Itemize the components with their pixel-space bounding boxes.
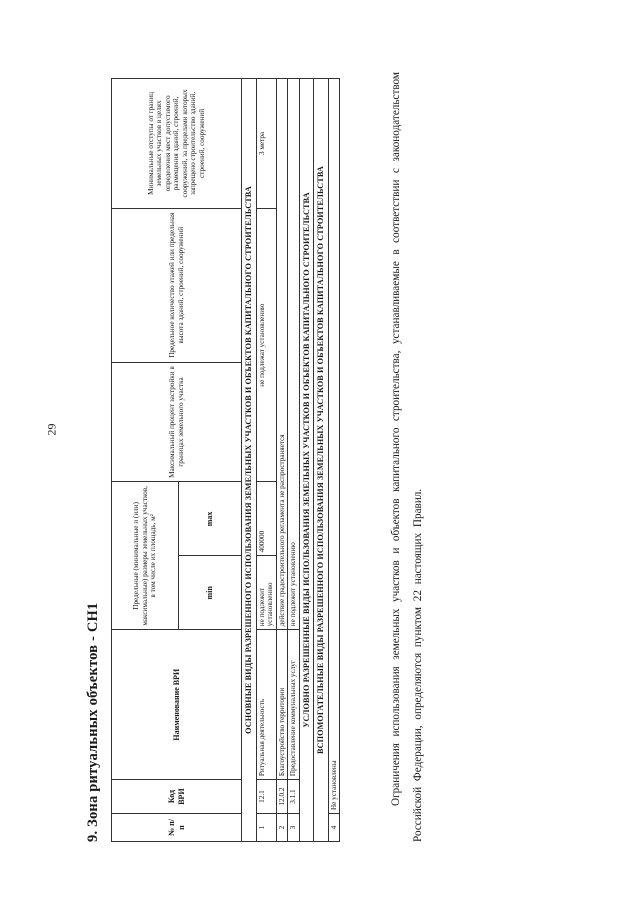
row-name: Предоставление коммунальных услуг (288, 630, 299, 780)
table-row (328, 79, 339, 842)
row-code: 12.0.2 (276, 780, 287, 814)
zoning-table (111, 78, 340, 842)
header-setback: Минимальные отступы от границ земельных участков в целях определения мест допустимого размещения зданий, строений, сооружений, за пределами которых запрещено строительство зданий, строений, сооружений (112, 79, 242, 209)
rotated-page-content (85, 62, 424, 842)
row-max: 400000 (256, 482, 276, 556)
table-row (256, 79, 276, 842)
row-percent-floors: не подлежат установлению (256, 208, 276, 482)
row-num: 3 (288, 814, 299, 842)
row-merged-value: действие градостроительного регламента не распространяется (276, 79, 287, 630)
section-conditional-heading: УСЛОВНО РАЗРЕШЕННЫЕ ВИДЫ ИСПОЛЬЗОВАНИЯ ЗЕМЕЛЬНЫХ УЧАСТКОВ И ОБЪЕКТОВ КАПИТАЛЬНОГО СТРОИТЕЛЬСТВА (299, 79, 314, 842)
row-num: 1 (256, 814, 276, 842)
header-name: Наименование ВРИ (112, 630, 242, 780)
section-main-heading: ОСНОВНЫЕ ВИДЫ РАЗРЕШЕННОГО ИСПОЛЬЗОВАНИЯ ЗЕМЕЛЬНЫХ УЧАСТКОВ И ОБЪЕКТОВ КАПИТАЛЬНОГО СТРОИТЕЛЬСТВА (242, 79, 257, 842)
note-paragraph: Ограничения использования земельных участков и объектов капитального строительства, устанавливаемые в соответствии с законодательством Российской Федерации, определяются пунктом 22 настоящих Правил. (390, 72, 424, 842)
row-text: Не установлены (328, 79, 339, 814)
row-code: 3.1.1 (288, 780, 299, 814)
row-name: Благоустройство территории (276, 630, 287, 780)
table-row (276, 79, 287, 842)
row-num: 2 (276, 814, 287, 842)
section-auxiliary-heading: ВСПОМОГАТЕЛЬНЫЕ ВИДЫ РАЗРЕШЕННОГО ИСПОЛЬЗОВАНИЯ ЗЕМЕЛЬНЫХ УЧАСТКОВ И ОБЪЕКТОВ КАПИТАЛЬНОГО СТРОИТЕЛЬСТВА (314, 79, 329, 842)
restrictions-note (385, 72, 429, 842)
header-max: max (179, 482, 242, 556)
row-merged-value: не подлежит установлению (288, 79, 299, 630)
row-setback: 3 метра (256, 79, 276, 209)
section-title: 9. Зона ритуальных объектов - СН1 (85, 602, 101, 842)
header-percent: Максимальный процент застройки в границах земельного участка (112, 362, 242, 482)
header-floors: Предельное количество этажей или предельная высота зданий, строений, сооружений (112, 208, 242, 362)
row-min: не подлежит установлению (256, 556, 276, 630)
row-name: Ритуальная деятельность (256, 630, 276, 780)
row-code: 12.1 (256, 780, 276, 814)
row-num: 4 (328, 814, 339, 842)
header-min: min (179, 556, 242, 630)
header-code: Код ВРИ (112, 780, 242, 814)
page-number: 29 (44, 423, 59, 436)
table-row (288, 79, 299, 842)
header-num: № п/п (112, 814, 242, 842)
header-size-group: Предельные (минимальные и (или) максимальные) размеры земельных участков, в том числе их площадь, м² (112, 482, 179, 630)
